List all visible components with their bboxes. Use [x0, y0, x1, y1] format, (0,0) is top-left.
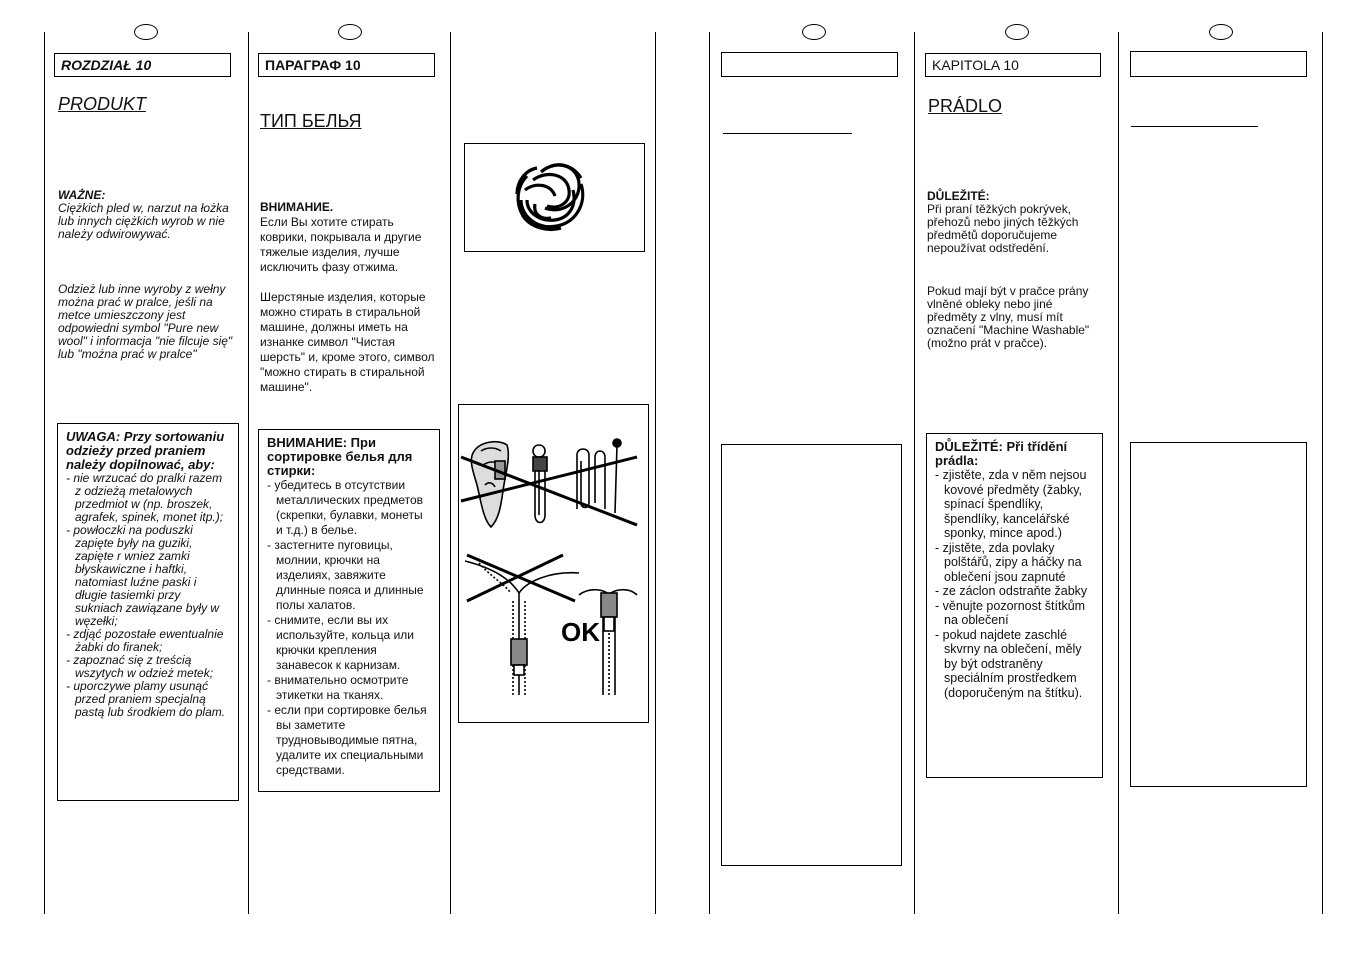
- wool-symbol-frame: [464, 143, 645, 252]
- pl-important-label: WAŻNE:: [58, 188, 106, 202]
- ru-important-note: [260, 200, 440, 275]
- list-item: - powłoczki na poduszki zapięte były na guziki, zapięte r wniez zamki błyskawiczne i haftki, natomiast luźne paski i długie tasiemki przy sukniach zawiązane były w węzełki;: [66, 524, 230, 628]
- prohibited-cross-icon: [467, 555, 575, 601]
- empty-title-underline: [723, 133, 852, 134]
- language-flag-oval: [338, 24, 362, 40]
- column-divider: [450, 32, 451, 914]
- list-item: - nie wrzucać do pralki razem z odzieżą metalowych przedmiot w (np. broszek, agrafek, spinek, monet itp.);: [66, 472, 230, 524]
- list-item: - застегните пуговицы, молнии, крючки на изделиях, завяжите длинные пояса и длинные полы халатов.: [267, 538, 431, 613]
- list-item: - věnujte pozornost štítkům na oblečení: [935, 599, 1094, 628]
- empty-warning-box: [721, 444, 902, 866]
- pl-important-text: Ciężkich pled w, narzut na łożka lub innych ciężkich wyrob w nie należy odwirowywać.: [58, 201, 229, 241]
- column-divider: [709, 32, 710, 914]
- list-item: - zapoznać się z treścią wszytych w odzież metek;: [66, 654, 230, 680]
- cz-wool-text: Pokud mají být v pračce prány vlněné obleky nebo jiné předměty z vlny, musí mít označení "Machine Washable" (možno prát v pračce).: [927, 284, 1090, 350]
- paper-clip-icon: [577, 439, 621, 513]
- pl-wool-text: Odzież lub inne wyroby z wełny można prać w pralce, jeśli na metce umieszczony jest odpowiedni symbol "Pure new wool" i informacja "nie filcuje się" lub "można prać w pralce": [58, 282, 233, 361]
- ru-chapter-heading: ПАРАГРАФ 10: [258, 53, 435, 77]
- cz-section-title: PRÁDLO: [928, 96, 1003, 116]
- list-item: - zjistěte, zda povlaky polštářů, zipy a háčky na oblečení jsou zapnuté: [935, 541, 1094, 585]
- cz-box-title: DŮLEŽITÉ: Při třídění prádla:: [935, 439, 1068, 468]
- language-flag-oval: [1209, 24, 1233, 40]
- empty-heading-box: [721, 52, 898, 77]
- column-divider: [44, 32, 45, 914]
- list-item: - снимите, если вы их используйте, кольца или крючки крепления занавесок к карнизам.: [267, 613, 431, 673]
- curtain-clip-icon: [471, 442, 508, 527]
- list-item: - zjistěte, zda v něm nejsou kovové předměty (žabky, spínací špendlíky, špendlíky, kancelářské sponky, mince apod.): [935, 468, 1094, 541]
- ru-important-text: Если Вы хотите стирать коврики, покрывала и другие тяжелые изделия, лучше исключить фазу отжима.: [260, 215, 422, 274]
- pl-chapter-heading: ROZDZIAŁ 10: [54, 53, 231, 77]
- ru-box-title: ВНИМАНИЕ: При сортировке белья для стирки:: [267, 435, 413, 478]
- list-item: - если при сортировке белья вы заметите трудновыводимые пятна, удалите их специальными средствами.: [267, 703, 431, 778]
- pl-section-title: PRODUKT: [58, 94, 147, 114]
- list-item: - pokud najdete zaschlé skvrny na oblečení, měly by být odstraněny speciálním prostředkem (doporučeným na štítku).: [935, 628, 1094, 701]
- ru-section-title: ТИП БЕЛЬЯ: [260, 111, 362, 131]
- ru-sorting-warning-box: [258, 429, 440, 792]
- column-divider: [914, 32, 915, 914]
- cz-chapter-heading: KAPITOLA 10: [925, 53, 1101, 77]
- ru-wool-text: Шерстяные изделия, которые можно стирать в стиральной машине, должны иметь на изнанке символ "Чистая шерсть" и, кроме этого, символ "можно стирать в стиральной машине".: [260, 290, 435, 394]
- list-item: - внимательно осмотрите этикетки на тканях.: [267, 673, 431, 703]
- cz-important-text: Při praní těžkých pokrývek, přehozů nebo jiných těžkých předmětů doporučujeme nepoužívat odstředění.: [927, 202, 1079, 255]
- empty-heading-box: [1130, 51, 1307, 77]
- language-flag-oval: [134, 24, 158, 40]
- language-flag-oval: [1005, 24, 1029, 40]
- column-divider: [248, 32, 249, 914]
- pl-sorting-warning-box: [57, 423, 239, 801]
- pl-box-title: UWAGA: Przy sortowaniu odzieży przed praniem należy dopilnować, aby:: [66, 429, 225, 472]
- cz-important-note: [927, 190, 1109, 255]
- list-item: - убедитесь в отсутствии металлических предметов (скрепки, булавки, монеты и т.д.) в белье.: [267, 478, 431, 538]
- pl-important-note: [58, 189, 236, 241]
- empty-title-underline: [1131, 126, 1258, 127]
- ok-label: OK: [561, 617, 600, 647]
- cz-important-label: DŮLEŽITÉ:: [927, 189, 990, 203]
- language-flag-oval: [802, 24, 826, 40]
- list-item: - uporczywe plamy usunąć przed praniem specjalną pastą lub środkiem do plam.: [66, 680, 230, 719]
- cz-sorting-warning-box: [926, 433, 1103, 778]
- sorting-illustration-frame: [458, 404, 649, 723]
- list-item: - ze záclon odstraňte žabky: [935, 584, 1094, 599]
- column-divider: [655, 32, 656, 914]
- empty-warning-box: [1130, 442, 1307, 787]
- list-item: - zdjąć pozostałe ewentualnie żabki do firanek;: [66, 628, 230, 654]
- sorting-illustration: [459, 405, 648, 722]
- column-divider: [1322, 32, 1323, 914]
- woolmark-icon: [465, 144, 644, 251]
- column-divider: [1118, 32, 1119, 914]
- ru-important-label: ВНИМАНИЕ.: [260, 200, 334, 214]
